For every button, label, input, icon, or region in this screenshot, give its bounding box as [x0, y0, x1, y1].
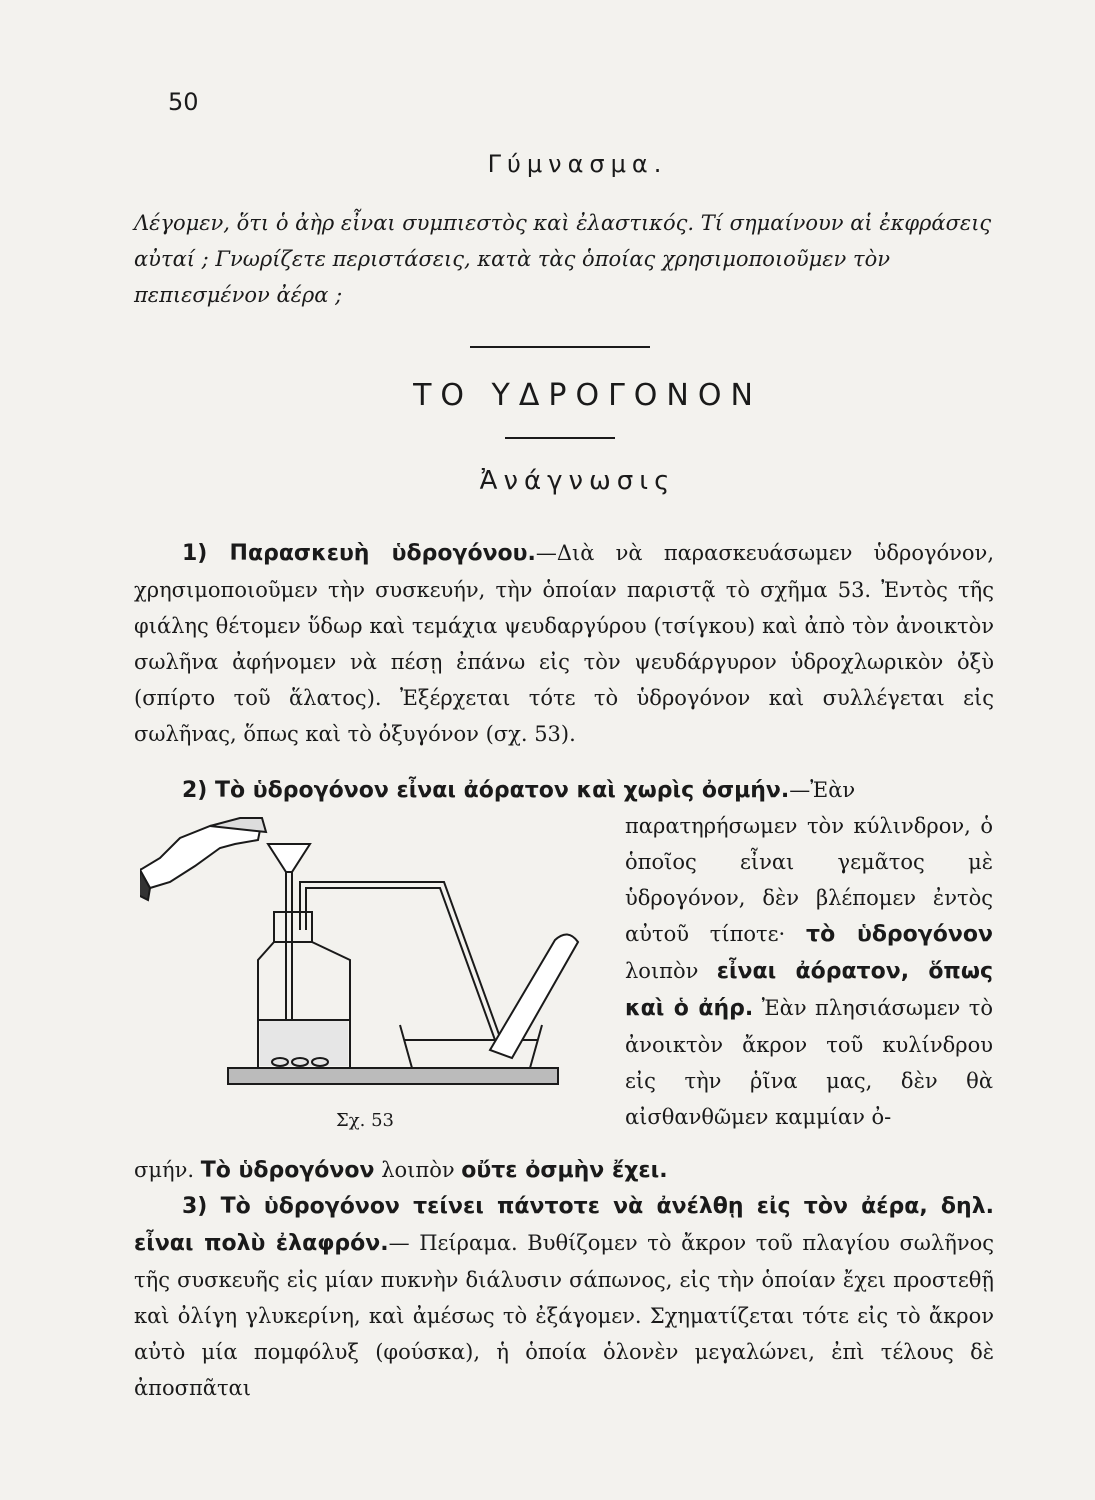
- col-text-1: παρατηρήσωμεν τὸν κύλινδρον, ὁ ὁποῖος εἶναι γεμᾶτος μὲ ὑδρογόνον, δὲν βλέπομεν ἐντὸς αὐτοῦ τίποτε·: [625, 814, 993, 946]
- paragraph-preparation: [134, 535, 994, 752]
- paragraph-lead: 3) Τὸ ὑδρογόνον τείνει πάντοτε νὰ ἀνέλθῃ εἰς τὸν ἀέρα, δηλ. εἶναι πολὺ ἐλαφρόν.: [134, 1194, 994, 1256]
- after-text-1: σμήν.: [134, 1158, 195, 1182]
- paragraph-smell-conclusion: [134, 1152, 994, 1189]
- figure-caption: Σχ. 53: [336, 1110, 394, 1131]
- after-bold-2: οὔτε ὀσμὴν ἔχει.: [461, 1158, 668, 1183]
- page-number: 50: [168, 88, 199, 116]
- paragraph-body: — Πείραμα. Βυθίζομεν τὸ ἄκρον τοῦ πλαγίου σωλῆνος τῆς συσκευῆς εἰς μίαν πυκνὴν διάλυσιν σάπωνος, εἰς τὴν ὁποίαν ἔχει προστεθῇ καὶ ὀλίγη γλυκερίνη, καὶ ἀμέσως τὸ ἐξάγομεν. Σχηματίζεται τότε εἰς τὸ ἄκρον αὐτὸ μία πομφόλυξ (φούσκα), ἡ ὁποία ὁλονὲν μεγαλώνει, ἐπὶ τέλους δὲ ἀποσπᾶται: [134, 1231, 994, 1400]
- exercise-heading: Γύμνασμα.: [487, 150, 668, 178]
- chapter-title: ΤΟ ΥΔΡΟΓΟΝΟΝ: [413, 378, 762, 413]
- bottle-illustration: [258, 912, 350, 1068]
- paragraph-lead: 1) Παρασκευὴ ὑδρογόνου.: [182, 541, 536, 566]
- col-bold-1: τὸ ὑδρογόνον: [806, 922, 993, 947]
- paragraph-body: —Διὰ νὰ παρασκευάσωμεν ὑδρογόνον, χρησιμοποιοῦμεν τὴν συσκευήν, τὴν ὁποίαν παριστᾷ τὸ σχῆμα 53. Ἐντὸς τῆς φιάλης θέτομεν ὕδωρ καὶ τεμάχια ψευδαργύρου (τσίγκου) καὶ ἀπὸ τὸν ἀνοικτὸν σωλῆνα ἀφήνομεν νὰ πέσῃ ἐπάνω εἰς τὸν ψευδάργυρον ὑδροχλωρικὸν ὀξὺ (σπίρτο τοῦ ἅλατος). Ἐξέρχεται τότε τὸ ὑδρογόνον καὶ συλλέγεται εἰς σωλῆνας, ὅπως καὶ τὸ ὀξυγόνον (σχ. 53).: [134, 541, 995, 746]
- paragraph-lead-tail: —Ἐὰν: [789, 778, 856, 802]
- delivery-tube: [300, 882, 501, 1040]
- col-bold-2: εἶναι ἀόρατον, ὅπως καὶ ὁ ἀήρ.: [625, 959, 993, 1021]
- paragraph-invisible-column: [625, 808, 993, 1135]
- col-text-2: λοιπὸν: [625, 959, 699, 983]
- paragraph-lightness: [134, 1188, 994, 1406]
- base-board: [228, 1068, 558, 1084]
- col-text-3: Ἐὰν πλησιάσωμεν τὸ ἀνοικτὸν ἄκρον τοῦ κυλίνδρου εἰς τὴν ῥῖνα μας, δὲν θὰ αἰσθανθῶμεν καμμίαν ὀ-: [625, 996, 993, 1129]
- hand-illustration: [140, 818, 266, 900]
- reading-subheading: Ἀνάγνωσις: [479, 466, 676, 496]
- exercise-text: Λέγομεν, ὅτι ὁ ἀὴρ εἶναι συμπιεστὸς καὶ ἐλαστικός. Τί σημαίνουν αἱ ἐκφράσεις αὐταί ; Γνωρίζετε περιστάσεις, κατὰ τὰς ὁποίας χρησιμοποιοῦμεν τὸν πεπιεσμένον ἀέρα ;: [134, 211, 992, 307]
- divider-rule: [470, 346, 650, 348]
- paragraph-lead: 2) Τὸ ὑδρογόνον εἶναι ἀόρατον καὶ χωρὶς ὀσμήν.: [182, 778, 790, 803]
- after-bold-1: Τὸ ὑδρογόνον: [200, 1158, 375, 1183]
- after-text-2: λοιπὸν: [381, 1158, 455, 1182]
- divider-rule-short: [505, 437, 615, 439]
- apparatus-figure: [140, 800, 620, 1100]
